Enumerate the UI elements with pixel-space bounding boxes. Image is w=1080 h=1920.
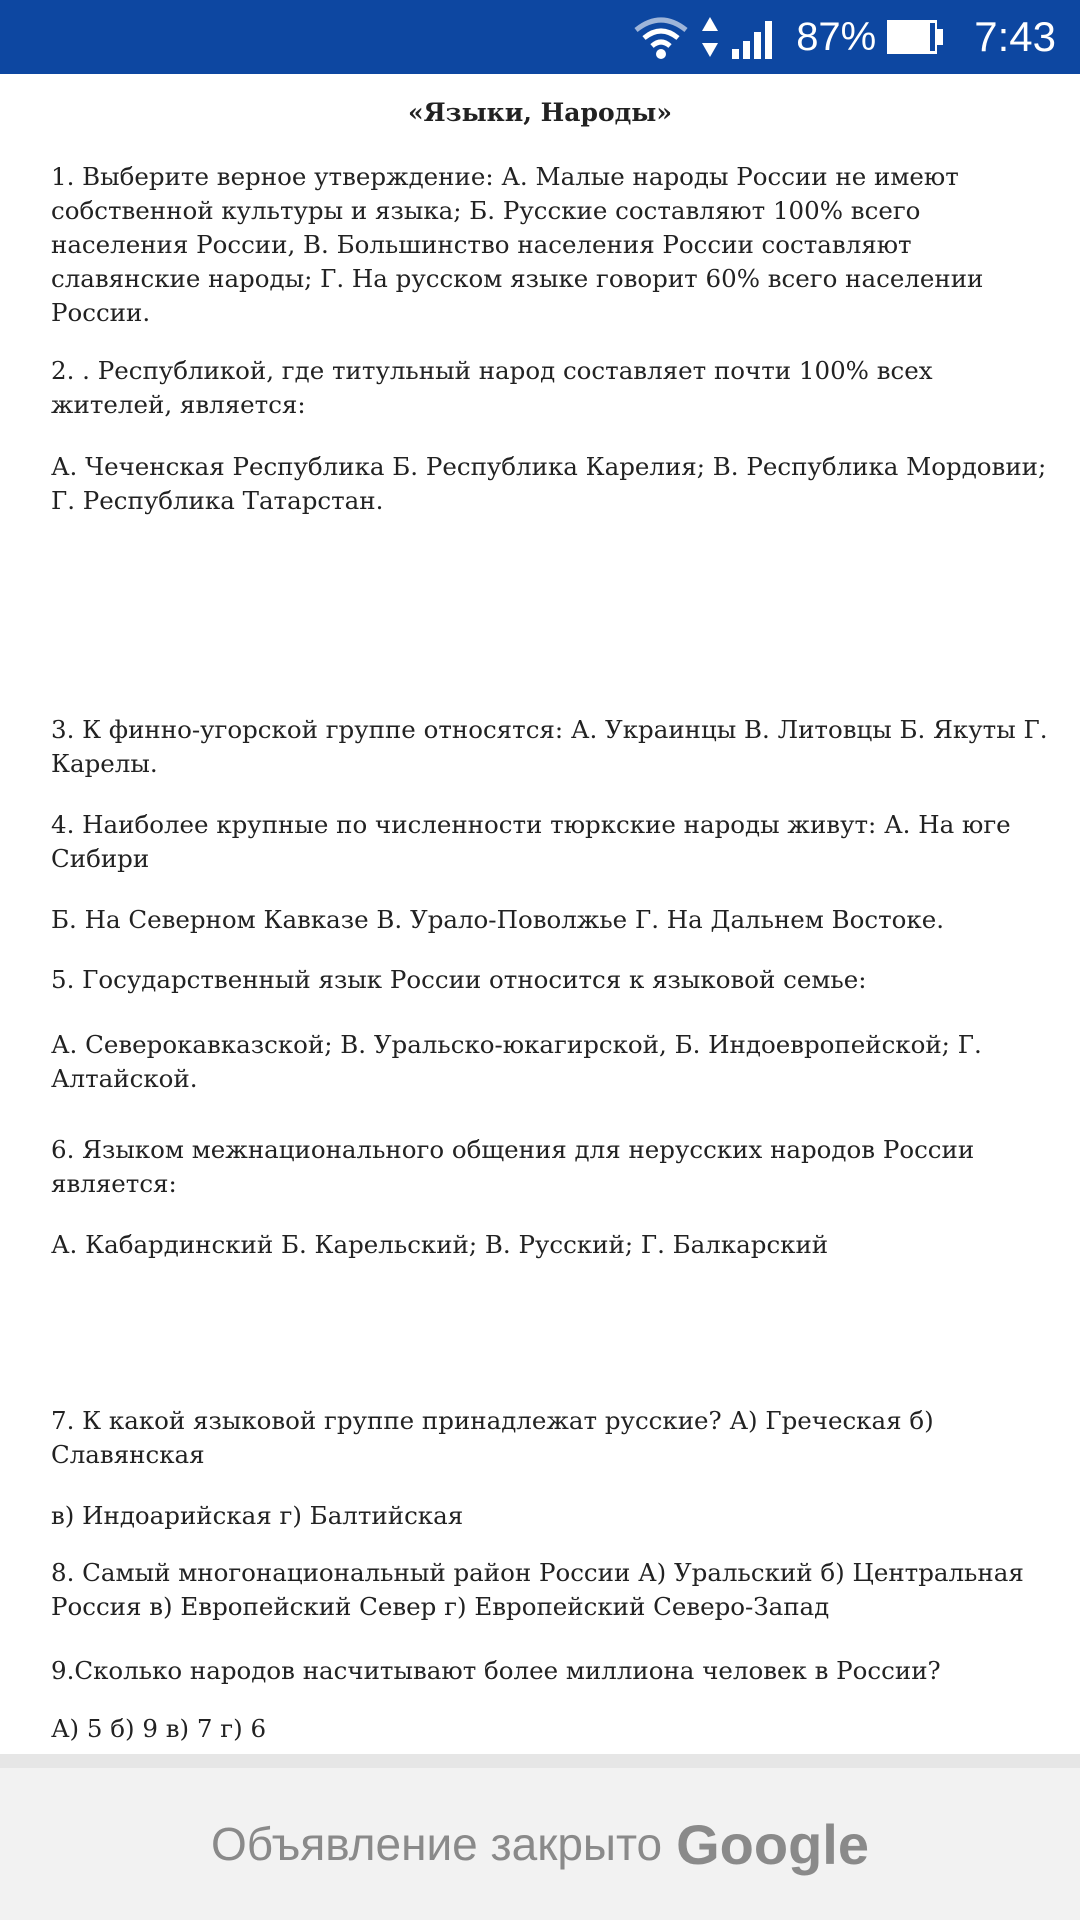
question-6-options: А. Кабардинский Б. Карельский; В. Русский; Г. Балкарский [51,1230,829,1259]
data-arrows-icon [700,15,720,59]
question-9-options: А) 5 б) 9 в) 7 г) 6 [51,1714,267,1743]
question-5: 5. Государственный язык России относится к языковой семье: [51,965,867,994]
question-7-options: в) Индоарийская г) Балтийская [51,1501,464,1530]
clock: 7:43 [974,13,1056,60]
signal-icon [730,15,780,59]
question-2: 2. . Республикой, где титульный народ составляет почти 100% всех жителей, является: [51,356,933,419]
question-8: 8. Самый многонациональный район России А) Уральский б) Центральная Россия в) Европейский Север г) Европейский Северо-Запад [51,1558,1024,1621]
status-bar [0,0,1080,74]
question-7: 7. К какой языковой группе принадлежат русские? А) Греческая б) Славянская [51,1406,934,1469]
question-4-options: Б. На Северном Кавказе В. Урало-Поволжье Г. На Дальнем Востоке. [51,905,945,934]
ad-closed-text: Объявление закрыто [211,1818,663,1870]
google-logo: Google [676,1812,869,1876]
question-9: 9.Сколько народов насчитывают более миллиона человек в России? [51,1656,941,1685]
question-5-options: А. Северокавказской; В. Уральско-юкагирской, Б. Индоевропейской; Г. Алтайской. [51,1030,982,1093]
document-page [0,74,1080,1754]
question-3: 3. К финно-угорской группе относятся: А. Украинцы В. Литовцы Б. Якуты Г. Карелы. [51,715,1048,778]
question-1: 1. Выберите верное утверждение: А. Малые народы России не имеют собственной культуры и языка; Б. Русские составляют 100% всего населения России, В. Большинство населения России составляют славянские народы; Г. На русском языке говорит 60% всего населении России. [51,162,984,327]
question-6: 6. Языком межнационального общения для нерусских народов России является: [51,1135,975,1198]
ad-closed-banner[interactable] [0,1754,1080,1920]
battery-percent: 87% [796,14,877,59]
document-title: «Языки, Народы» [407,98,672,127]
question-2-options: А. Чеченская Республика Б. Республика Карелия; В. Республика Мордовии; Г. Республика Татарстан. [51,452,1047,515]
status-icons [632,0,1056,74]
battery-icon [886,19,944,55]
wifi-icon [632,14,690,60]
question-4: 4. Наиболее крупные по численности тюркские народы живут: А. На юге Сибири [51,810,1011,873]
